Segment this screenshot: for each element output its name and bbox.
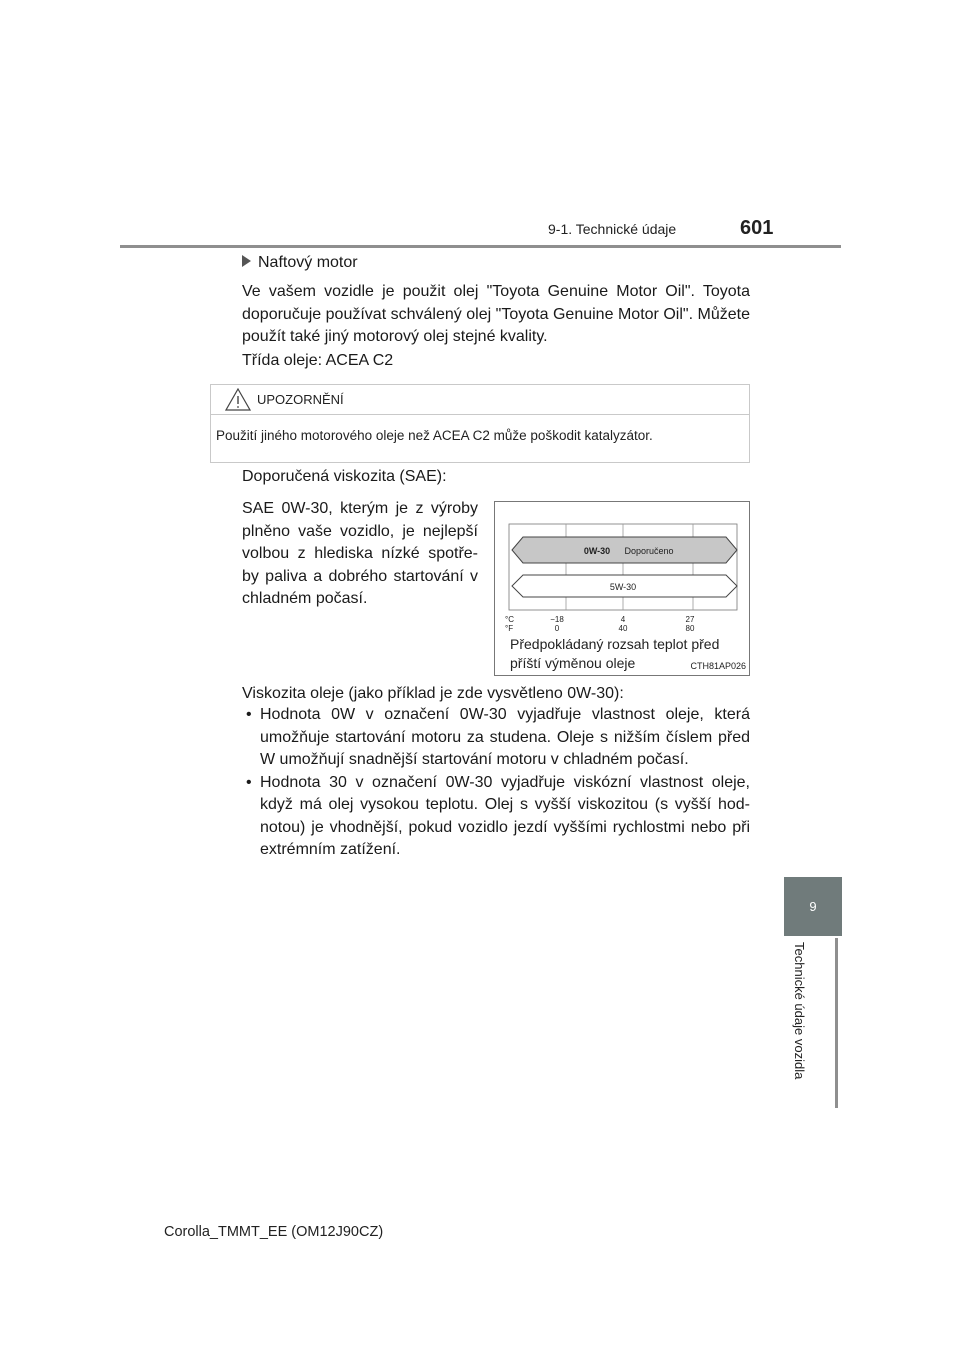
bullet-dot: • — [246, 706, 252, 723]
list-item — [242, 772, 750, 862]
list-item — [242, 704, 750, 772]
tick-celsius-3: 27 — [685, 615, 695, 624]
caution-box — [210, 384, 750, 463]
caution-header — [211, 385, 749, 415]
grade-5w30-label: 5W-30 — [609, 582, 637, 592]
footer-manual-code: Corolla_TMMT_EE (OM12J90CZ) — [164, 1224, 384, 1240]
chapter-label-text: Technické údaje vozidla — [792, 942, 807, 1080]
recommended-label: Doporučeno — [624, 546, 674, 556]
tick-fahrenheit-3: 80 — [685, 624, 695, 633]
bullet-dot: • — [246, 773, 252, 791]
warning-triangle-icon — [225, 388, 251, 411]
section-heading-text: Naftový motor — [258, 254, 358, 271]
diagram-caption-line2: příští výměnou oleje — [510, 655, 636, 671]
oil-class: Třída oleje: ACEA C2 — [242, 352, 394, 369]
list-item-text: Hodnota 30 v označení 0W-30 vyjadřuje viskózní vlastnost oleje, když má olej vysokou teplotu. Olej s vyšší viskozitou (s vyšší hod-notou) je vhodnější, pokud vozidlo jezdí vyššími rychlostmi nebo při extrémním zatížení. — [260, 773, 750, 858]
caution-title: UPOZORNĚNÍ — [257, 392, 344, 407]
list-item-text: Hodnota 0W v označení 0W-30 vyjadřuje vlastnost oleje, která umožňuje startování motoru za studena. Oleje s nižším číslem před W umožňují snadnější startování motoru v chladném počasí. — [260, 706, 750, 768]
viscosity-bullet-list — [242, 704, 750, 862]
diagram-code: CTH81AP026 — [690, 661, 746, 671]
side-divider — [835, 938, 838, 1108]
viscosity-diagram — [494, 501, 750, 676]
chapter-tab[interactable] — [784, 877, 842, 936]
page-number: 601 — [740, 217, 774, 239]
tick-fahrenheit-2: 40 — [618, 624, 628, 633]
chapter-number: 9 — [809, 899, 817, 914]
triangle-bullet-icon — [242, 255, 251, 267]
caution-text: Použití jiného motorového oleje než ACEA C2 může poškodit katalyzátor. — [216, 428, 653, 443]
intro-paragraph: Ve vašem vozidle je použit olej "Toyota Genuine Motor Oil". Toyota doporučuje používat schválený olej "Toyota Genuine Motor Oil". Můžete použít také jiný motorový olej stejné kvality. — [242, 283, 750, 345]
sae-paragraph: SAE 0W-30, kterým je z výroby plněno vaše vozidlo, je nejlepší volbou z hlediska nízké spotře-by paliva a dobrého startování v chladném počasí. — [242, 500, 478, 607]
diagram-caption-line1: Předpokládaný rozsah teplot před — [510, 636, 720, 652]
diagram-caption — [510, 635, 719, 673]
viscosity-intro: Viskozita oleje (jako příklad je zde vysvětleno 0W-30): — [242, 685, 624, 702]
header-section-title: 9-1. Technické údaje — [548, 221, 677, 237]
recommended-viscosity-label: Doporučená viskozita (SAE): — [242, 468, 447, 485]
unit-fahrenheit: °F — [505, 624, 514, 633]
chapter-label — [784, 942, 807, 1102]
tick-celsius-2: 4 — [620, 615, 626, 624]
tick-fahrenheit-1: 0 — [554, 624, 560, 633]
grade-0w30-label: 0W-30 — [583, 546, 611, 556]
unit-celsius: °C — [505, 615, 514, 624]
header-divider — [120, 245, 841, 248]
tick-celsius-1: −18 — [550, 615, 564, 624]
section-heading — [242, 254, 358, 272]
